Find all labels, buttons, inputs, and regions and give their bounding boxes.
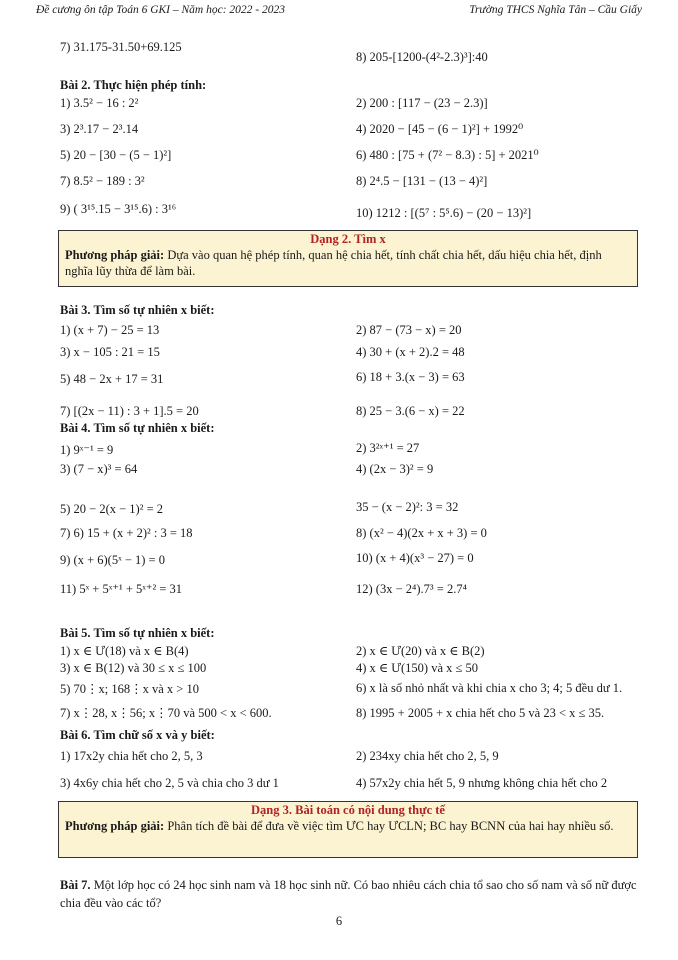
method-box-dang2	[58, 230, 638, 287]
bai2-item: 10) 1212 : [(5⁷ : 5⁵.6) − (20 − 13)²]	[356, 206, 532, 220]
bai5-item: 4) x ∈ Ư(150) và x ≤ 50	[356, 661, 478, 675]
bai2-item: 5) 20 − [30 − (5 − 1)²]	[60, 148, 172, 162]
dang3-title: Dạng 3. Bài toán có nội dung thực tế	[251, 803, 445, 817]
bai4-item: 10) (x + 4)(x³ − 27) = 0	[356, 551, 474, 565]
method-box-dang3	[58, 801, 638, 858]
bai4-item: 1) 9ˣ⁻¹ = 9	[60, 443, 114, 457]
bai2-item: 9) ( 3¹⁵.15 − 3¹⁵.6) : 3¹⁶	[60, 202, 177, 216]
bai3-item: 5) 48 − 2x + 17 = 31	[60, 372, 164, 386]
page-number: 6	[335, 914, 343, 928]
bai4-item: 12) (3x − 2⁴).7³ = 2.7⁴	[356, 582, 467, 596]
header-left: Đề cương ôn tập Toán 6 GKI – Năm học: 2022 - 2023	[36, 4, 286, 16]
dang3-label: Phương pháp giải:	[65, 819, 165, 833]
bai3-item: 4) 30 + (x + 2).2 = 48	[356, 345, 465, 359]
bai5-title: Bài 5. Tìm số tự nhiên x biết:	[60, 626, 215, 640]
bai6-item: 1) 17x2y chia hết cho 2, 5, 3	[60, 749, 203, 763]
dang2-body	[59, 247, 637, 279]
bai3-item: 7) [(2x − 11) : 3 + 1].5 = 20	[60, 404, 199, 418]
bai4-item: 35 − (x − 2)²: 3 = 32	[356, 500, 459, 514]
bai2-item: 1) 3.5² − 16 : 2²	[60, 96, 139, 110]
bai3-title: Bài 3. Tìm số tự nhiên x biết:	[60, 303, 215, 317]
bai3-item: 3) x − 105 : 21 = 15	[60, 345, 160, 359]
bai6-item: 3) 4x6y chia hết cho 2, 5 và chia cho 3 dư 1	[60, 776, 279, 790]
top-item-right: 8) 205-[1200-(4²-2.3)³]:40	[356, 50, 488, 64]
bai4-item: 5) 20 − 2(x − 1)² = 2	[60, 502, 164, 516]
bai5-item: 2) x ∈ Ư(20) và x ∈ B(2)	[356, 644, 485, 658]
bai7-text: Một lớp học có 24 học sinh nam và 18 học sinh nữ. Có bao nhiêu cách chia tổ sao cho số nam và số nữ được chia đều vào các tổ?	[60, 878, 637, 910]
bai3-item: 1) (x + 7) − 25 = 13	[60, 323, 160, 337]
dang2-label: Phương pháp giải:	[65, 248, 165, 262]
bai4-item: 8) (x² − 4)(2x + x + 3) = 0	[356, 526, 487, 540]
bai4-item: 11) 5ˣ + 5ˣ⁺¹ + 5ˣ⁺² = 31	[60, 582, 183, 596]
bai6-title: Bài 6. Tìm chữ số x và y biết:	[60, 728, 215, 742]
bai2-item: 2) 200 : [117 − (23 − 2.3)]	[356, 96, 488, 110]
bai5-item: 5) 70⋮x; 168⋮x và x > 10	[60, 682, 199, 696]
bai4-title: Bài 4. Tìm số tự nhiên x biết:	[60, 421, 215, 435]
bai5-item: 8) 1995 + 2005 + x chia hết cho 5 và 23 < x ≤ 35.	[356, 706, 605, 720]
bai2-item: 7) 8.5² − 189 : 3²	[60, 174, 145, 188]
bai6-item: 4) 57x2y chia hết 5, 9 nhưng không chia hết cho 2	[356, 776, 608, 790]
header-right: Trường THCS Nghĩa Tân – Cầu Giấy	[469, 4, 642, 16]
bai3-item: 6) 18 + 3.(x − 3) = 63	[356, 370, 465, 384]
dang2-text: Dựa vào quan hệ phép tính, quan hệ chia hết, tính chất chia hết, dấu hiệu chia hết, định nghĩa lũy thừa để làm bài.	[65, 248, 602, 278]
bai2-title: Bài 2. Thực hiện phép tính:	[60, 78, 207, 92]
top-item-left: 7) 31.175-31.50+69.125	[60, 40, 182, 54]
bai2-item: 6) 480 : [75 + (7² − 8.3) : 5] + 2021⁰	[356, 148, 539, 162]
bai3-item: 8) 25 − 3.(6 − x) = 22	[356, 404, 465, 418]
bai4-item: 2) 3²ˣ⁺¹ = 27	[356, 441, 420, 455]
bai5-item: 6) x là số nhỏ nhất và khi chia x cho 3; 4; 5 đều dư 1.	[356, 681, 623, 695]
dang3-body	[59, 818, 637, 834]
bai7-title: Bài 7.	[60, 878, 91, 892]
bai4-item: 9) (x + 6)(5ˣ − 1) = 0	[60, 553, 165, 567]
bai4-item: 3) (7 − x)³ = 64	[60, 462, 138, 476]
bai2-item: 8) 2⁴.5 − [131 − (13 − 4)²]	[356, 174, 488, 188]
bai5-item: 3) x ∈ B(12) và 30 ≤ x ≤ 100	[60, 661, 207, 675]
bai4-item: 7) 6) 15 + (x + 2)² : 3 = 18	[60, 526, 193, 540]
dang3-text: Phân tích đề bài để đưa về việc tìm ƯC hay ƯCLN; BC hay BCNN của hai hay nhiều số.	[164, 819, 614, 833]
bai5-item: 7) x⋮28, x⋮56; x⋮70 và 500 < x < 600.	[60, 706, 272, 720]
bai5-item: 1) x ∈ Ư(18) và x ∈ B(4)	[60, 644, 189, 658]
bai2-item: 3) 2³.17 − 2³.14	[60, 122, 139, 136]
bai4-item: 4) (2x − 3)² = 9	[356, 462, 434, 476]
bai2-item: 4) 2020 − [45 − (6 − 1)²] + 1992⁰	[356, 122, 524, 136]
bai7	[60, 876, 638, 912]
bai3-item: 2) 87 − (73 − x) = 20	[356, 323, 462, 337]
bai6-item: 2) 234xy chia hết cho 2, 5, 9	[356, 749, 499, 763]
dang2-title: Dạng 2. Tìm x	[310, 232, 386, 246]
